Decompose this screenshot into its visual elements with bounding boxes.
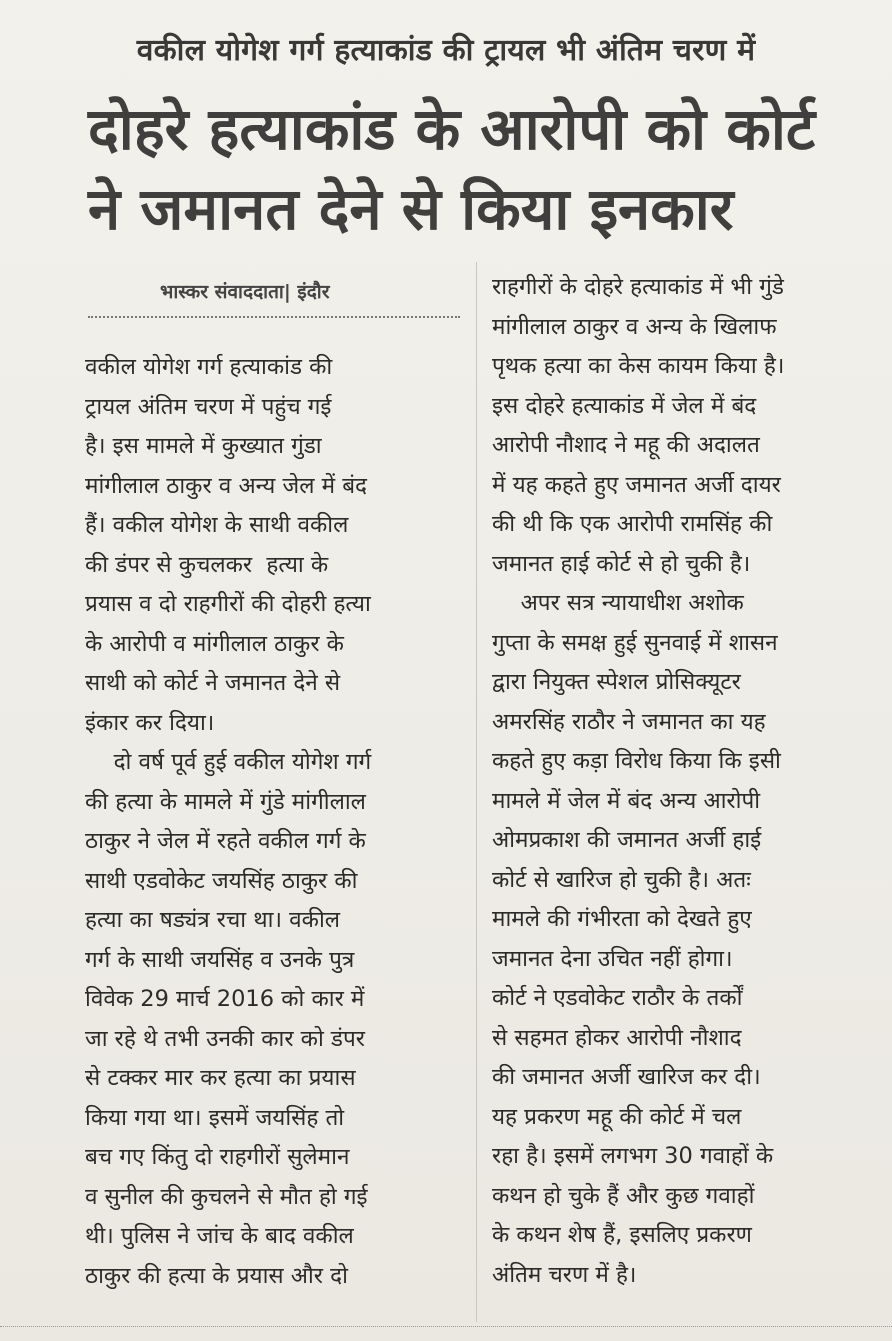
article-line: की जमानत अर्जी खारिज कर दी। [492,1064,761,1090]
article-line: साथी एडवोकेट जयसिंह ठाकुर की [85,867,358,894]
article-line: अमरसिंह राठौर ने जमानत का यह [492,708,766,735]
right-column [492,268,872,1295]
article-line: वकील योगेश गर्ग हत्याकांड की [85,354,333,380]
article-line: जमानत हाई कोर्ट से हो चुकी है। [492,550,751,577]
article-line: कथन हो चुके हैं और कुछ गवाहों [492,1182,755,1209]
article-line: दो वर्ष पूर्व हुई वकील योगेश गर्ग [85,749,372,775]
headline-line-1: दोहरे हत्याकांड के आरोपी को कोर्ट [88,95,816,163]
article-line: के कथन शेष हैं, इसलिए प्रकरण [492,1222,752,1248]
article-line: की थी कि एक आरोपी रामसिंह की [492,511,773,537]
article-line: इंकार कर दिया। [85,709,215,736]
article-line: गुप्ता के समक्ष हुई सुनवाई में शासन [492,629,778,656]
article-line: थी। पुलिस ने जांच के बाद वकील [85,1223,354,1249]
column-divider [476,262,477,1322]
headline-line-2: ने जमानत देने से किया इनकार [88,175,734,243]
article-line: कहते हुए कड़ा विरोध किया कि इसी [492,748,781,774]
article-line: अंतिम चरण में है। [492,1261,637,1288]
article-line: आरोपी नौशाद ने महू की अदालत [492,432,760,458]
article-line: के आरोपी व मांगीलाल ठाकुर के [85,630,344,657]
bottom-divider [0,1326,892,1327]
article-line: अपर सत्र न्यायाधीश अशोक [492,590,744,616]
article-line: बच गए किंतु दो राहगीरों सुलेमान [85,1144,350,1170]
article-line: से टक्कर मार कर हत्या का प्रयास [85,1065,356,1091]
article-line: में यह कहते हुए जमानत अर्जी दायर [492,471,781,498]
article-line: मामले की गंभीरता को देखते हुए [492,906,752,932]
article-line: रहा है। इसमें लगभग 30 गवाहों के [492,1143,774,1169]
byline-divider [88,316,460,318]
article-line: पृथक हत्या का केस कायम किया है। [492,353,785,379]
article-line: गर्ग के साथी जयसिंह व उनके पुत्र [85,946,355,973]
article-line: द्वारा नियुक्त स्पेशल प्रोसिक्यूटर [492,669,741,695]
article-line: व सुनील की कुचलने से मौत हो गई [85,1183,368,1210]
article-line: साथी को कोर्ट ने जमानत देने से [85,670,341,696]
article-line: मामले में जेल में बंद अन्य आरोपी [492,787,761,814]
article-line: कोर्ट ने एडवोकेट राठौर के तर्कों [492,985,743,1011]
left-column [85,348,465,1296]
article-line: की डंपर से कुचलकर हत्या के [85,551,329,578]
article-line: है। इस मामले में कुख्यात गुंडा [85,433,322,459]
article-line: मांगीलाल ठाकुर व अन्य के खिलाफ [492,313,777,340]
article-line: हत्या का षड्यंत्र रचा था। वकील [85,907,341,933]
article-line: कोर्ट से खारिज हो चुकी है। अतः [492,866,751,893]
kicker-headline: वकील योगेश गर्ग हत्याकांड की ट्रायल भी अंतिम चरण में [136,33,756,68]
article-line: विवेक 29 मार्च 2016 को कार में [85,986,365,1012]
article-line: जमानत देना उचित नहीं होगा। [492,945,733,972]
article-line: ओमप्रकाश की जमानत अर्जी हाई [492,827,762,853]
article-line: ट्रायल अंतिम चरण में पहुंच गई [85,393,332,420]
article-line: किया गया था। इसमें जयसिंह तो [85,1104,345,1131]
article-line: मांगीलाल ठाकुर व अन्य जेल में बंद [85,472,367,499]
article-line: ठाकुर ने जेल में रहते वकील गर्ग के [85,828,366,854]
article-line: से सहमत होकर आरोपी नौशाद [492,1024,742,1051]
byline: भास्कर संवाददाता| इंदौर [160,281,330,303]
article-line: जा रहे थे तभी उनकी कार को डंपर [85,1025,365,1052]
article-line: ठाकुर की हत्या के प्रयास और दो [85,1262,348,1289]
article-line: यह प्रकरण महू की कोर्ट में चल [492,1103,742,1130]
article-line: प्रयास व दो राहगीरों की दोहरी हत्या [85,591,371,617]
article-line: हैं। वकील योगेश के साथी वकील [85,512,349,538]
article-line: इस दोहरे हत्याकांड में जेल में बंद [492,392,757,419]
article-line: राहगीरों के दोहरे हत्याकांड में भी गुंडे [492,274,784,300]
article-line: की हत्या के मामले में गुंडे मांगीलाल [85,788,366,815]
